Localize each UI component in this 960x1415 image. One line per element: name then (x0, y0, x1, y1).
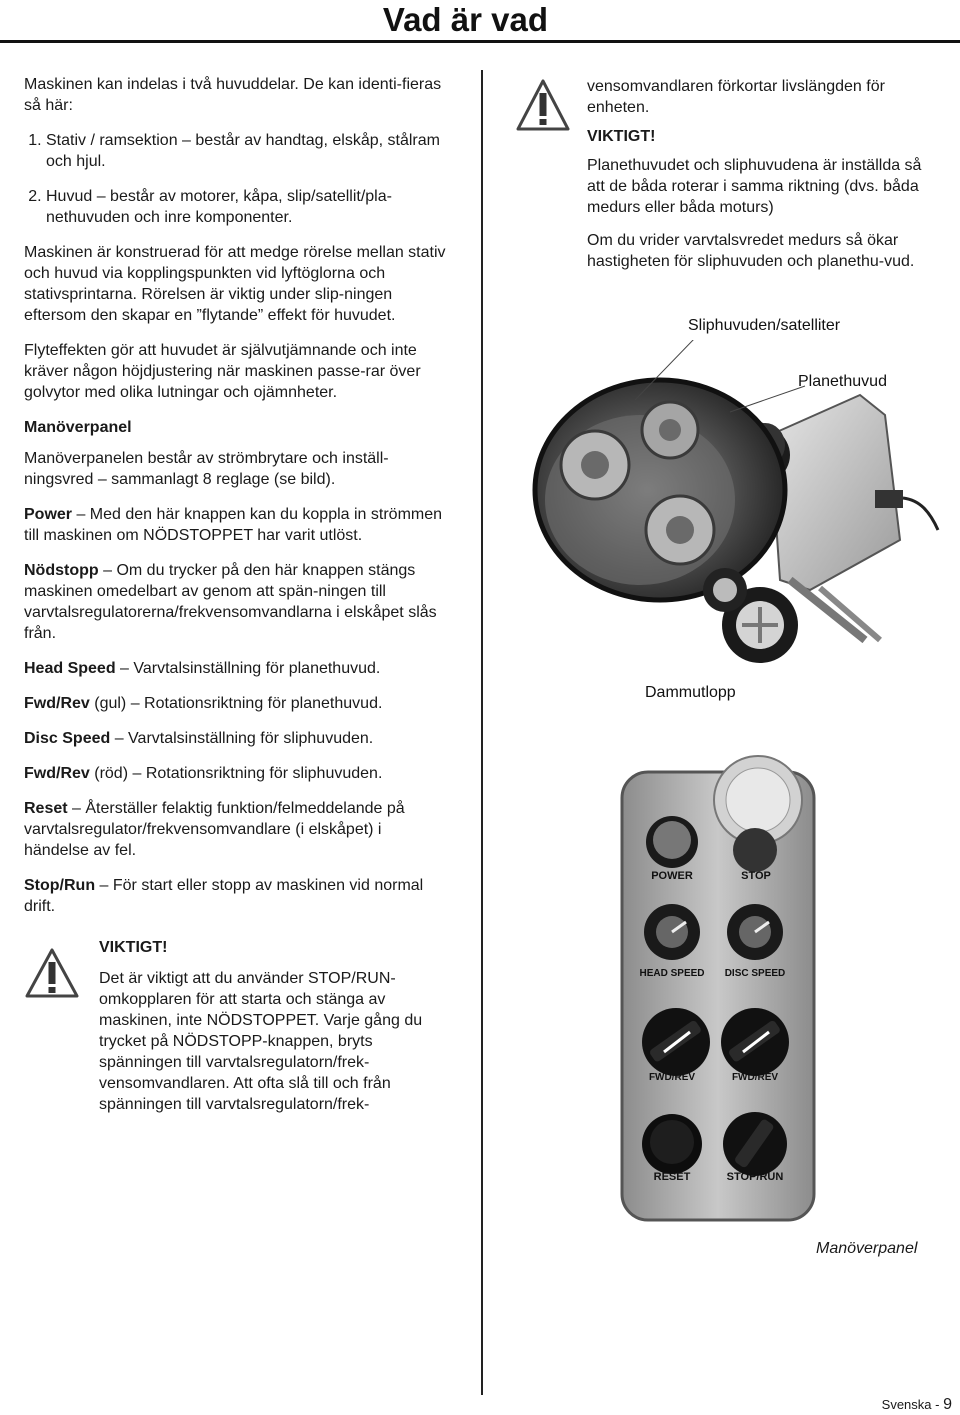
intro-text: Maskinen kan indelas i två huvuddelar. De kan identi-fieras så här: (24, 76, 442, 114)
label-planet-head: Planethuvud (798, 373, 887, 390)
control-term: Head Speed (24, 660, 116, 677)
figure-caption: Manöverpanel (816, 1240, 918, 1257)
panel-description: Manöverpanelen består av strömbrytare och inställ-ningsvred – sammanlagt 8 reglage (se bild). (24, 450, 389, 488)
control-stop-run (24, 875, 449, 917)
list-item: 1. Stativ / ramsektion – består av handtag, elskåp, stålram och hjul. (46, 130, 449, 172)
control-term: Stop/Run (24, 877, 96, 894)
control-desc: (röd) – Rotationsriktning för sliphuvuden. (89, 765, 383, 782)
control-desc: – Återställer felaktig funktion/felmeddelande på varvtalsregulator/frekvensomvandlare (i elskåpet) i händelse av fel. (24, 800, 405, 859)
control-desc: – Med den här knappen kan du koppla in strömmen till maskinen om NÖDSTOPPET har varit utlöst. (24, 506, 443, 544)
page-footer (882, 1396, 952, 1414)
control-emergency-stop (24, 560, 449, 644)
warning-title: VIKTIGT! (99, 939, 168, 956)
control-term: Power (24, 506, 73, 523)
list-item: 2. Huvud – består av motorer, kåpa, slip/satellit/pla-nethuvuden och inre komponenter. (46, 186, 449, 228)
stop-label: STOP (741, 870, 771, 882)
warning-block (24, 937, 449, 1115)
page-title: Vad är vad (382, 1, 548, 38)
control-term: Reset (24, 800, 68, 817)
control-panel-illustration (618, 752, 818, 1222)
rotation-note: Planethuvudet och sliphuvudena är inställda så att de båda roterar i samma riktning (dvs. båda medurs eller båda moturs) (587, 157, 922, 216)
parts-list (24, 130, 449, 228)
warning-text: Det är viktigt att du använder STOP/RUN-omkopplaren för att starta och stänga av maskinen, inte NÖDSTOPPET. Varje gång du trycket på NÖDSTOPP-knappen, bryts spänningen till varvtalsregulatorn/frek-vensomvandlaren. Att ofta slå till och från spänningen till varvtalsregulatorn/frek- (99, 970, 423, 1113)
control-reset (24, 798, 449, 861)
warning-title: VIKTIGT! (587, 128, 656, 145)
speed-note: Om du vrider varvtalsvredet medurs så ökar hastigheten för sliphuvuden och planethu-vud. (587, 232, 915, 270)
column-divider (481, 70, 483, 1395)
control-desc: – Om du trycker på den här knappen stängs maskinen omedelbart av genom att spän-ningen till varvtalsregulatorerna/frekvensomvandlarna i elskåpet slås från. (24, 562, 437, 642)
panel-heading: Manöverpanel (24, 419, 132, 436)
machine-illustration (520, 340, 940, 700)
control-desc: – Varvtalsinställning för sliphuvuden. (110, 730, 374, 747)
disc-speed-label: DISC SPEED (724, 968, 786, 979)
control-desc: – För start eller stopp av maskinen vid normal drift. (24, 877, 424, 915)
head-speed-label: HEAD SPEED (639, 968, 705, 979)
control-head-speed (24, 658, 449, 679)
continued-text: vensomvandlaren förkortar livslängden för enheten. (587, 78, 885, 116)
control-term: Fwd/Rev (24, 695, 90, 712)
control-term: Fwd/Rev (24, 765, 90, 782)
control-fwd-rev-red (24, 763, 449, 784)
label-dust-outlet: Dammutlopp (645, 684, 736, 701)
control-disc-speed (24, 728, 449, 749)
stop-run-label: STOP/RUN (726, 1171, 784, 1183)
footer-separator: - (931, 1397, 944, 1412)
movement-paragraph: Maskinen är konstruerad för att medge rörelse mellan stativ och huvud via kopplingspunkten vid lyftöglorna och stativsprintarna. Rörelsen är viktig under slip-ningen eftersom den skapar en ”flytande” effekt för huvudet. (24, 244, 446, 324)
page-number: 9 (943, 1396, 952, 1413)
control-term: Disc Speed (24, 730, 111, 747)
control-desc: (gul) – Rotationsriktning för planethuvud. (89, 695, 383, 712)
control-fwd-rev-yellow (24, 693, 449, 714)
fwd-rev-label: FWD/REV (731, 1072, 779, 1083)
warning-triangle-icon (24, 947, 80, 999)
label-satellites: Sliphuvuden/satelliter (688, 317, 841, 334)
fwd-rev-label: FWD/REV (648, 1072, 696, 1083)
left-column (24, 74, 449, 1129)
right-column (587, 76, 942, 280)
control-term: Nödstopp (24, 562, 99, 579)
page-header (0, 0, 960, 43)
float-paragraph: Flyteffekten gör att huvudet är självutjämnande och inte kräver någon höjdjustering när maskinen passe-rar över golvytor med olika lutningar och ojämnheter. (24, 342, 421, 401)
warning-triangle-icon (515, 78, 571, 132)
control-desc: – Varvtalsinställning för planethuvud. (115, 660, 381, 677)
control-power (24, 504, 449, 546)
power-label: POWER (651, 870, 693, 882)
footer-language: Svenska (881, 1397, 932, 1412)
reset-label: RESET (653, 1171, 691, 1183)
